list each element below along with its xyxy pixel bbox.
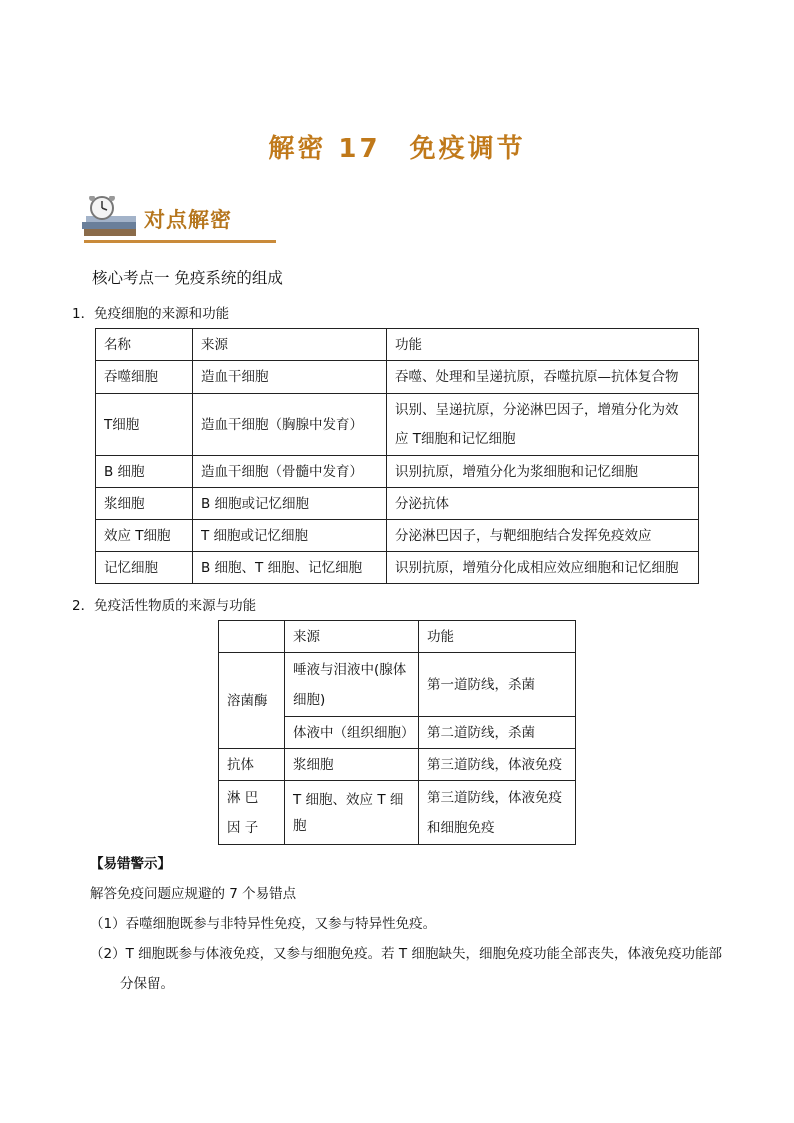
table-cell: 第三道防线，体液免疫和细胞免疫 — [419, 781, 576, 845]
header-cell: 功能 — [387, 329, 699, 361]
table-header-row — [219, 621, 576, 653]
immune-cells-table — [95, 328, 699, 584]
banner-title: 对点解密 — [144, 208, 232, 232]
table-row — [96, 394, 699, 456]
table-header-row — [96, 329, 699, 361]
page-title: 解密 17 免疫调节 — [268, 134, 526, 164]
table-cell: 识别抗原，增殖分化为浆细胞和记忆细胞 — [387, 456, 699, 488]
section-banner — [80, 196, 280, 248]
warning-intro: 解答免疫问题应规避的 7 个易错点 — [90, 886, 297, 902]
table-cell: B 细胞 — [96, 456, 193, 488]
table-cell: 吞噬、处理和呈递抗原，吞噬抗原—抗体复合物 — [387, 361, 699, 394]
table-cell: 分泌抗体 — [387, 488, 699, 520]
table-cell: 造血干细胞 — [193, 361, 387, 394]
table-cell: 第二道防线，杀菌 — [419, 717, 576, 749]
table-cell: 浆细胞 — [96, 488, 193, 520]
table-row — [219, 781, 576, 845]
warning-item-text: （2）T 细胞既参与体液免疫，又参与细胞免疫。若 T 细胞缺失，细胞免疫功能全部丧失，体液免疫功能部分保留。 — [90, 946, 722, 992]
table-cell: 分泌淋巴因子，与靶细胞结合发挥免疫效应 — [387, 520, 699, 552]
header-cell: 功能 — [419, 621, 576, 653]
active-substances-table — [218, 620, 576, 845]
header-cell: 来源 — [285, 621, 419, 653]
table-cell: 识别、呈递抗原，分泌淋巴因子，增殖分化为效应 T细胞和记忆细胞 — [387, 394, 699, 456]
table-cell: 唾液与泪液中(腺体细胞) — [285, 653, 419, 717]
table-cell: 溶菌酶 — [219, 653, 285, 749]
header-cell: 名称 — [96, 329, 193, 361]
table-cell: 识别抗原，增殖分化成相应效应细胞和记忆细胞 — [387, 552, 699, 584]
table-cell: T 细胞、效应 T 细胞 — [285, 781, 419, 845]
table-cell: B 细胞、T 细胞、记忆细胞 — [193, 552, 387, 584]
table-cell: 浆细胞 — [285, 749, 419, 781]
table-cell: 记忆细胞 — [96, 552, 193, 584]
table-cell: T 细胞或记忆细胞 — [193, 520, 387, 552]
header-cell: 来源 — [193, 329, 387, 361]
table-row — [96, 361, 699, 394]
table-cell: 淋 巴 因 子 — [219, 781, 285, 845]
table-cell: 第三道防线，体液免疫 — [419, 749, 576, 781]
table-cell: B 细胞或记忆细胞 — [193, 488, 387, 520]
table-row — [96, 488, 699, 520]
section2-heading: 2．免疫活性物质的来源与功能 — [72, 598, 257, 614]
clock-books-icon — [80, 196, 140, 240]
table-row — [219, 749, 576, 781]
warning-item: （1）吞噬细胞既参与非特异性免疫，又参与特异性免疫。 — [90, 916, 437, 932]
table-row — [96, 552, 699, 584]
table-row — [96, 520, 699, 552]
table-row — [219, 653, 576, 717]
core-point-heading: 核心考点一 免疫系统的组成 — [92, 269, 283, 287]
table-cell: 造血干细胞（胸腺中发育） — [193, 394, 387, 456]
banner-underline — [84, 240, 276, 243]
table-row — [96, 456, 699, 488]
table-cell: 第一道防线，杀菌 — [419, 653, 576, 717]
table-cell: 体液中（组织细胞） — [285, 717, 419, 749]
section1-heading: 1．免疫细胞的来源和功能 — [72, 306, 230, 322]
warning-heading: 【易错警示】 — [90, 856, 171, 872]
table-cell: 造血干细胞（骨髓中发育） — [193, 456, 387, 488]
table-cell: 吞噬细胞 — [96, 361, 193, 394]
table-cell: 效应 T细胞 — [96, 520, 193, 552]
table-cell: T细胞 — [96, 394, 193, 456]
header-cell — [219, 621, 285, 653]
warning-item — [90, 939, 730, 999]
table-cell: 抗体 — [219, 749, 285, 781]
